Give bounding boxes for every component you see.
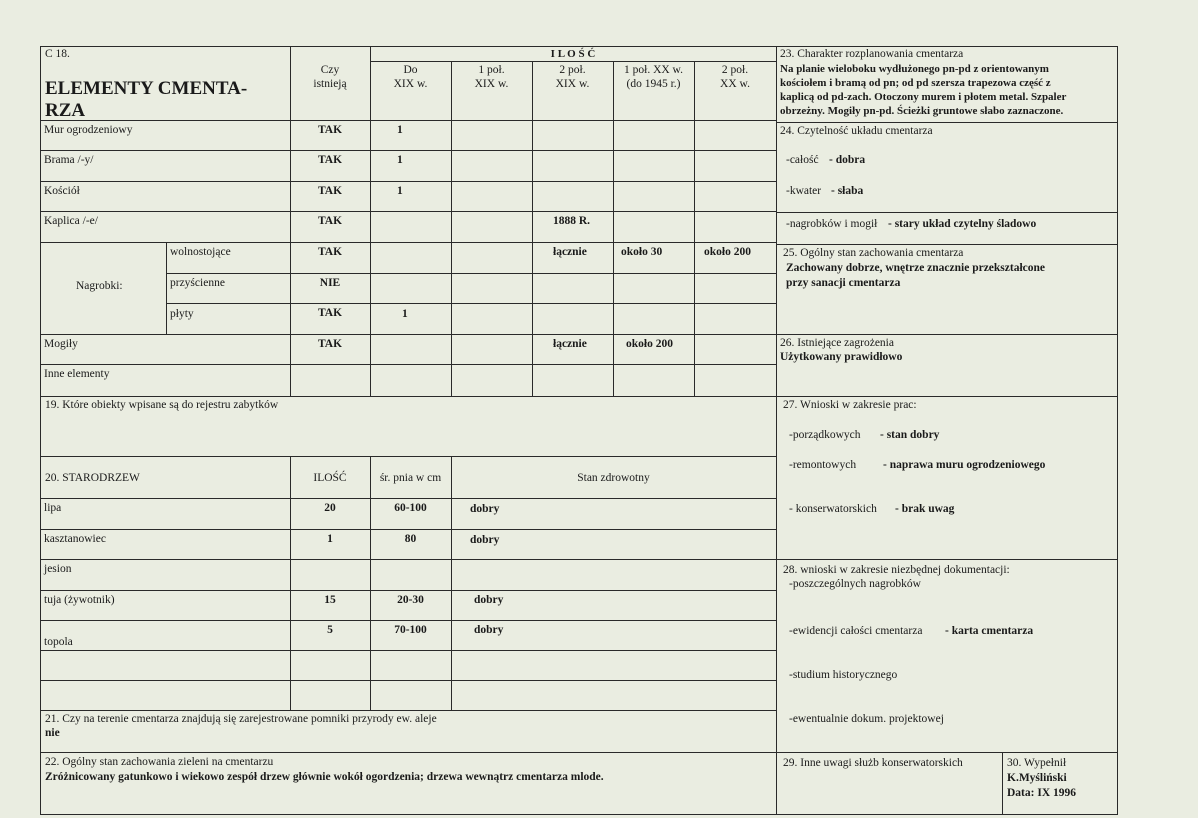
ilosc-header: I L O Ś Ć (550, 48, 596, 60)
s27-kons-val: - brak uwag (895, 503, 955, 515)
value-mur: 1 (397, 124, 403, 136)
row-line (40, 559, 1118, 560)
border-left (40, 46, 41, 815)
czy-label-1: Czy (320, 64, 340, 76)
period-header: 2 poł. (559, 64, 586, 76)
value-wolno: około 200 (704, 246, 751, 258)
tree-name: kasztanowiec (44, 533, 106, 545)
row-line (776, 212, 1118, 213)
row-line (40, 181, 776, 182)
period-header: XX w. (720, 78, 750, 90)
period-header: Do (403, 64, 418, 76)
period-header: 1 poł. XX w. (624, 64, 683, 76)
tree-diam: 20-30 (397, 594, 424, 606)
row-line (40, 456, 776, 457)
s27-porz-val: - stan dobry (880, 429, 940, 441)
col-line (532, 61, 533, 396)
s24-label: 24. Czytelność układu cmentarza (780, 125, 933, 137)
row-line (40, 590, 776, 591)
col-line (290, 456, 291, 710)
value-kaplica: 1888 R. (553, 215, 591, 227)
col-line (694, 61, 695, 396)
row-label-przysc: przyścienne (170, 277, 225, 289)
form-title-line2: RZA (45, 100, 86, 121)
exists-mogily: TAK (317, 338, 343, 350)
col-line (451, 456, 452, 710)
s29-label: 29. Inne uwagi służb konserwatorskich (783, 757, 963, 769)
row-line (166, 303, 776, 304)
row-label-wolno: wolnostojące (170, 246, 231, 258)
period-header: XIX w. (555, 78, 590, 90)
s22-label: 22. Ogólny stan zachowania zieleni na cmentarzu (45, 756, 274, 768)
row-label-inne: Inne elementy (44, 368, 110, 380)
tree-name: jesion (44, 563, 72, 575)
s30-date: Data: IX 1996 (1007, 787, 1076, 799)
s22-value: Zróżnicowany gatunkowo i wiekowo zespół drzew głównie wokół ogordzenia; drzewa wewnątrz cmentarza mlode. (45, 771, 604, 783)
col-line (370, 46, 371, 396)
tree-diam: 70-100 (394, 624, 427, 636)
s21-value: nie (45, 727, 60, 739)
s24-nagrobkow-val: - stary układ czytelny śladowo (888, 218, 1037, 230)
tree-name: lipa (44, 502, 62, 514)
s25-line2: przy sanacji cmentarza (786, 277, 901, 289)
s27-porz-key: -porządkowych (789, 429, 861, 441)
border-bottom (40, 814, 1118, 815)
form-code: C 18. (45, 48, 70, 60)
exists-kosciol: TAK (317, 185, 343, 197)
row-line (40, 498, 776, 499)
period-header: XIX w. (393, 78, 428, 90)
row-line (40, 620, 776, 621)
value-wolno: około 30 (621, 246, 663, 258)
value-mogily: łącznie (553, 338, 587, 350)
exists-przysc: NIE (319, 277, 341, 289)
value-brama: 1 (397, 154, 403, 166)
row-label-kosciol: Kościół (44, 185, 80, 197)
s27-kons-key: - konserwatorskich (789, 503, 877, 515)
border-right (1117, 46, 1118, 815)
s25-label: 25. Ogólny stan zachowania cmentarza (783, 247, 964, 259)
s28-label: 28. wnioski w zakresie niezbędnej dokumentacji: (783, 564, 1010, 576)
row-line (40, 396, 1118, 397)
tree-state: dobry (474, 594, 504, 606)
exists-brama: TAK (317, 154, 343, 166)
row-line (40, 242, 776, 243)
s23-line: Na planie wieloboku wydłużonego pn-pd z orientowanym (780, 63, 1049, 75)
row-label-brama: Brama /-y/ (44, 154, 94, 166)
czy-label-2: istnieją (313, 78, 347, 90)
s23-label: 23. Charakter rozplanowania cmentarza (780, 48, 964, 60)
s27-label: 27. Wnioski w zakresie prac: (783, 399, 917, 411)
s24-calosc-key: -całość (786, 154, 819, 166)
s21-label: 21. Czy na terenie cmentarza znajdują się zarejestrowane pomniki przyrody ew. aleje (45, 713, 437, 725)
period-header: XIX w. (474, 78, 509, 90)
s23-line: kaplicą od pd-zach. Otoczony murem i płotem metal. Szpaler (780, 91, 1067, 103)
exists-mur: TAK (317, 124, 343, 136)
tree-name: tuja (żywotnik) (44, 594, 115, 606)
row-line (40, 650, 776, 651)
s23-line: obrzeżny. Mogiły pn-pd. Ścieżki gruntowe słabo zaznaczone. (780, 105, 1064, 117)
value-kosciol: 1 (397, 185, 403, 197)
row-label-kaplica: Kaplica /-e/ (44, 215, 98, 227)
s27-rem-key: -remontowych (789, 459, 857, 471)
tree-state: dobry (474, 624, 504, 636)
tree-state: dobry (470, 534, 500, 546)
row-line (40, 120, 776, 121)
row-label-mogily: Mogiły (44, 338, 78, 350)
row-label-plyty: płyty (170, 308, 194, 320)
s24-kwater-key: -kwater (786, 185, 822, 197)
form-title-line1: ELEMENTY CMENTA- (45, 78, 248, 99)
row-line (40, 150, 776, 151)
s28-line3: -studium historycznego (789, 669, 898, 681)
s20-col-sr: śr. pnia w cm (379, 472, 442, 484)
row-line (40, 211, 776, 212)
s30-label: 30. Wypełnił (1007, 757, 1067, 769)
tree-count: 5 (327, 624, 333, 636)
col-line (613, 61, 614, 396)
period-header: 2 poł. (721, 64, 749, 76)
row-line (40, 364, 776, 365)
value-plyty: 1 (402, 308, 408, 320)
exists-kaplica: TAK (317, 215, 343, 227)
tree-name: topola (44, 636, 73, 648)
border-top (40, 46, 1118, 47)
s20-col-ilosc: ILOŚĆ (313, 472, 347, 484)
period-header: (do 1945 r.) (626, 78, 681, 90)
s30-name: K.Myśliński (1007, 772, 1067, 784)
s24-nagrobkow-key: -nagrobków i mogił (786, 218, 878, 230)
tree-count: 15 (324, 594, 336, 606)
col-line (370, 456, 371, 710)
divider-main (776, 46, 777, 815)
s19-label: 19. Które obiekty wpisane są do rejestru zabytków (45, 399, 279, 411)
cemetery-form (40, 46, 1118, 816)
row-label-nagrobki: Nagrobki: (76, 280, 123, 292)
value-wolno: łącznie (553, 246, 587, 258)
s27-rem-val: - naprawa muru ogrodzeniowego (883, 459, 1046, 471)
exists-plyty: TAK (317, 307, 343, 319)
row-line (776, 244, 1118, 245)
tree-diam: 60-100 (394, 502, 427, 514)
s28-line1: -poszczególnych nagrobków (789, 578, 921, 590)
row-line (40, 752, 1118, 753)
col-line (451, 61, 452, 396)
tree-diam: 80 (404, 533, 417, 545)
exists-wolno: TAK (317, 246, 343, 258)
row-label-mur: Mur ogrodzeniowy (44, 124, 133, 136)
row-line (40, 334, 776, 335)
s20-col-stan: Stan zdrowotny (577, 472, 650, 484)
tree-count: 20 (324, 502, 336, 514)
row-line (776, 334, 1118, 335)
s28-line2-val: - karta cmentarza (945, 625, 1034, 637)
s26-value: Użytkowany prawidłowo (780, 351, 903, 363)
row-line (40, 529, 776, 530)
period-header: 1 poł. (478, 64, 505, 76)
s28-line2-key: -ewidencji całości cmentarza (789, 625, 923, 637)
row-line (40, 710, 776, 711)
s28-line4: -ewentualnie dokum. projektowej (789, 713, 944, 725)
s20-label: 20. STARODRZEW (45, 472, 140, 484)
row-line (40, 680, 776, 681)
s23-line: kościołem i bramą od pn; od pd szersza trapezowa część z (780, 77, 1051, 89)
col-line (166, 242, 167, 334)
s24-calosc-val: - dobra (829, 154, 866, 166)
row-line (776, 122, 1118, 123)
value-mogily: około 200 (626, 338, 673, 350)
row-line (166, 273, 776, 274)
tree-state: dobry (470, 503, 500, 515)
s24-kwater-val: - słaba (831, 185, 864, 197)
s26-label: 26. Istniejące zagrożenia (780, 337, 894, 349)
col-line (1002, 752, 1003, 814)
tree-count: 1 (327, 533, 333, 545)
row-line (370, 61, 776, 62)
s25-line1: Zachowany dobrze, wnętrze znacznie przekształcone (786, 262, 1046, 274)
